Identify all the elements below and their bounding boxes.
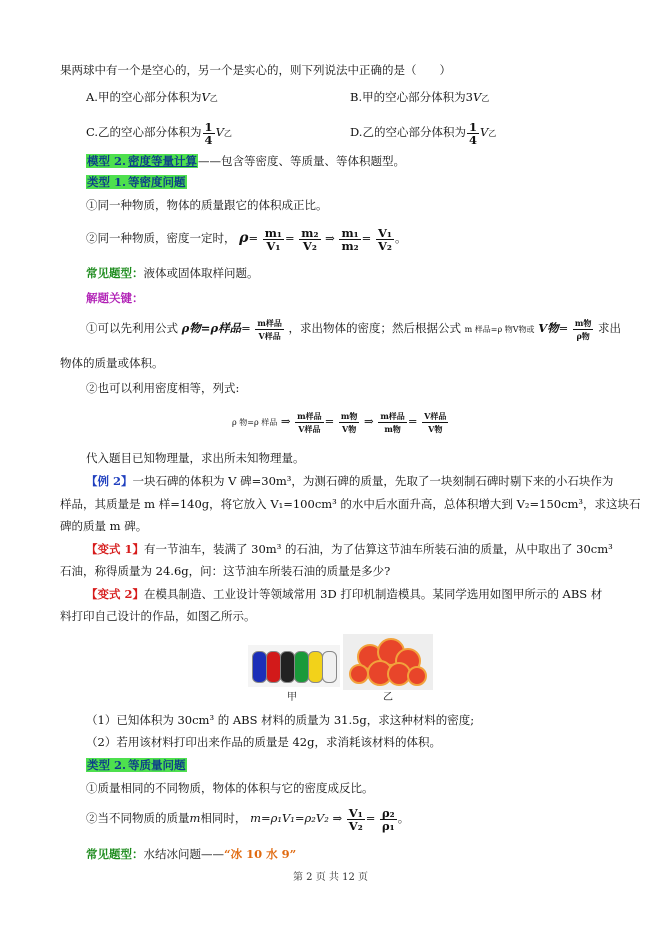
key-2: ②也可以利用密度相等，列式: (86, 381, 240, 395)
variant-1-line-1: 【变式 1】有一节油车，装满了 30m³ 的石油，为了估算这节油车所装石油的质量，从中取出了 30cm³ (86, 542, 613, 556)
spool-black (280, 651, 295, 683)
model-heading: 模型 2. 密度等量计算——包含等密度、等质量、等体积题型。 (87, 154, 406, 168)
type1-heading: 类型 1. 等密度问题 (87, 175, 186, 189)
rule-2: ②同一种物质，密度一定时， ρ= $\frac{\text{m₁}}{\text{V₁}}$ = $\frac{\text{m₂}}{\text{V₂}}$ ⇒ $\frac{\text{m₁}}{\text{m₂}}$ = $\frac{\text{V₁}}{\text{V₂}}$ 。 (86, 225, 407, 253)
key-heading: 解题关键： (86, 291, 144, 305)
option-a: A.甲的空心部分体积为V乙 (86, 90, 218, 104)
spool-white (322, 651, 337, 683)
rule-4: ②当不同物质的质量m相同时， m=ρ₁V₁=ρ₂V₂ ⇒ $\frac{\text{V₁}}{\text{V₂}}$ = $\frac{\text{ρ₂}}{\text{ρ₁}}$ 。 (86, 805, 410, 833)
key-2-equation: ρ 物=ρ 样品 ⇒ $\frac{\text{m样品}}{\text{V样品}}$ = $\frac{\text{m物}}{\text{V物}}$ ⇒ $\frac{\text{m样品}}{\text{m物}}$ = $\frac{\text{V样品}}{\text{V物}}$ (232, 410, 447, 434)
spool-red (266, 651, 281, 683)
option-d: D.乙的空心部分体积为 $\frac{1}{4}$ V乙 (350, 119, 497, 147)
example-2-line-2: 样品，其质量是 m 样=140g，将它放入 V₁=100cm³ 的水中后水面升高，总体积增大到 V₂=150cm³，求这块石 (60, 497, 641, 511)
figure-filament-spools (248, 645, 340, 687)
sub-question-2: （2）若用该材料打印出来作品的质量是 42g，求消耗该材料的体积。 (86, 735, 441, 749)
figure-printed-artwork (343, 634, 433, 690)
option-b: B.甲的空心部分体积为3V乙 (350, 90, 490, 104)
common-type-2: 常见题型：水结冰问题——“冰 10 水 9” (86, 847, 297, 861)
caption-yi: 乙 (383, 692, 393, 703)
example-2-line-1: 【例 2】一块石碑的体积为 V 碑=30m³，为测石碑的质量，先取了一块刻制石碑时剔下来的小石块作为 (86, 474, 614, 488)
key-1: ①可以先利用公式 ρ物=ρ样品= $\frac{\text{m样品}}{\text{V样品}}$ ，求出物体的密度；然后根据公式 m 样品=ρ 物V物或 V物= $\frac{\text{m物}}{\text{ρ物}}$ 求出 (86, 317, 622, 341)
spool-blue (252, 651, 267, 683)
spool-yellow (308, 651, 323, 683)
plug-in-note: 代入题目已知物理量，求出所未知物理量。 (86, 451, 305, 465)
example-2-line-3: 碑的质量 m 碑。 (60, 519, 148, 533)
option-c: C.乙的空心部分体积为 $\frac{1}{4}$ V乙 (86, 119, 232, 147)
caption-jia: 甲 (287, 692, 297, 703)
variant-2-line-2: 料打印自己设计的作品，如图乙所示。 (60, 609, 256, 623)
key-1-continued: 物体的质量或体积。 (60, 356, 164, 370)
rule-1: ①同一种物质，物体的质量跟它的体积成正比。 (86, 198, 328, 212)
fraction-one-quarter: $\frac{1}{4}$ (204, 119, 213, 147)
page-footer: 第 2 页 共 12 页 (293, 872, 368, 883)
common-type-1: 常见题型：液体或固体取样问题。 (86, 266, 259, 280)
sub-question-1: （1）已知体积为 30cm³ 的 ABS 材料的质量为 31.5g，求这种材料的密度; (86, 713, 475, 727)
fraction-one-quarter: $\frac{1}{4}$ (468, 119, 477, 147)
variant-2-line-1: 【变式 2】在模具制造、工业设计等领域常用 3D 打印机制造模具。某同学选用如图甲所示的 ABS 材 (86, 587, 603, 601)
rule-3: ①质量相同的不同物质，物体的体积与它的密度成反比。 (86, 781, 374, 795)
variant-1-line-2: 石油，称得质量为 24.6g，问：这节油车所装石油的质量是多少? (60, 564, 391, 578)
spool-green (294, 651, 309, 683)
question-intro: 果两球中有一个是空心的，另一个是实心的，则下列说法中正确的是（ ） (60, 63, 451, 77)
type2-heading: 类型 2. 等质量问题 (87, 758, 186, 772)
